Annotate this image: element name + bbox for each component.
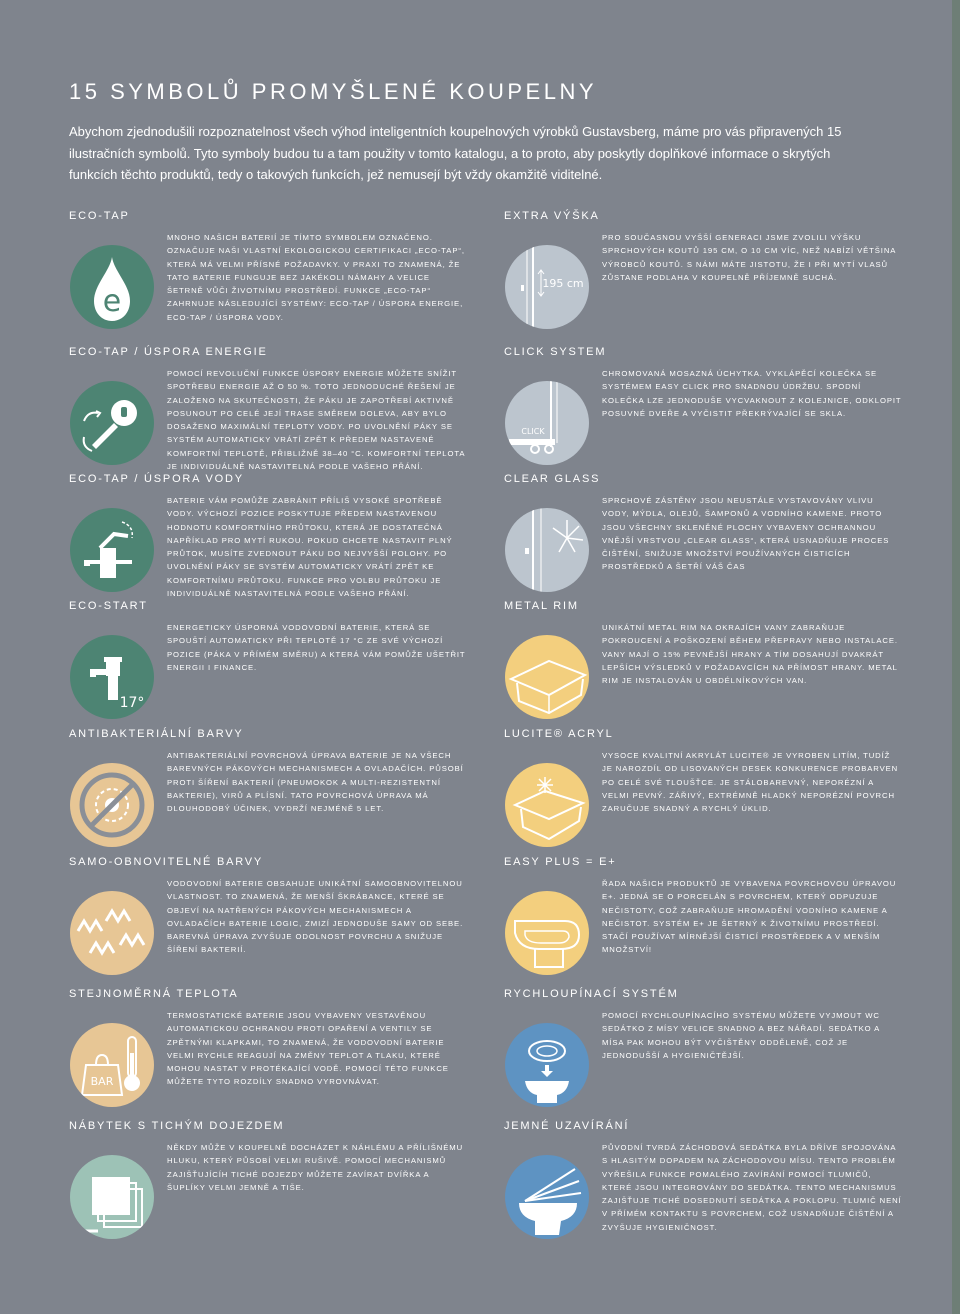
- faucet-temperature-icon: [70, 635, 154, 719]
- symbol-text: NĚKDY MŮŽE V KOUPELNĚ DOCHÁZET K NÁHLÉMU A PŘÍLIŠNÉMU HLUKU, KTERÝ PŮSOBÍ VELMI RUŠIVĚ. POMOCÍ MECHANISMŮ ZAJIŠŤUJÍCÍH TICHÉ DOJEZDY MŮŽETE ZAVÍRAT DVÍŘKA A ŠUPLÍKY VELMI JEMNĚ A TIŠE.: [167, 1143, 464, 1192]
- symbol-title: EASY PLUS = E+: [504, 856, 617, 868]
- shower-height-icon: [505, 245, 589, 329]
- symbol-text: BATERIE VÁM POMŮŽE ZABRÁNIT PŘÍLIŠ VYSOKÉ SPOTŘEBĚ VODY. VÝCHOZÍ POZICE POSKYTUJE PŘEDEM NASTAVENOU HODNOTU KOMFORTNÍHO PRŮTOKU, KTERÁ JE DOSTATEČNÁ NAPŘÍKLAD PRO MYTÍ RUKOU. POKUD CHCETE NASTAVIT PLNÝ PRŮTOK, MUSÍTE ZVEDNOUT PÁKU DO NEJVYŠŠÍ POLOHY. PO UVOLNĚNÍ PÁKY SE SYSTÉM AUTOMATICKY VRÁTÍ ZPĚT KE KOMFORTNÍMU PRŮTOKU. FUNKCE PRO VOLBU PRŮTOKU JE INDIVIDUÁLNĚ NASTAVITELNÁ PODLE VAŠEHO PŘÁNÍ.: [167, 496, 453, 599]
- symbol-text: SPRCHOVÉ ZÁSTĚNY JSOU NEUSTÁLE VYSTAVOVÁNY VLIVU VODY, MÝDLA, OLEJŮ, ŠAMPONŮ A VODNÍHO KAMENE. PROTO JSOU VŠECHNY SKLENĚNÉ PLOCHY VYBAVENY OCHRANNOU VNĚJŠÍ VRSTVOU „CLEAR GLASS“, KTERÁ USNADŇUJE PROCES ČIŠTĚNÍ, SNIŽUJE MNOŽSTVÍ POUŽÍVANÝCH ČISTICÍCH PROSTŘEDKŮ A ŠETŘÍ VÁŠ ČAS: [602, 496, 890, 572]
- intro-text: Abychom zjednodušili rozpoznatelnost všech výhod inteligentních koupelnových výrobků Gustavsberg, máme pro vás připravených 15 ilustračních symbolů. Tyto symboly budou tu a tam použity v tomto katalogu, a to proto, aby poskytly doplňkové informace o skrytých funkcích těchto produktů, tedy o takových funkcích, jež nemusejí být vždy okamžitě viditelné.: [69, 124, 842, 182]
- symbol-title: STEJNOMĚRNÁ TEPLOTA: [69, 988, 239, 1000]
- symbol-title: SAMO-OBNOVITELNÉ BARVY: [69, 856, 264, 868]
- symbol-text: VODOVODNÍ BATERIE OBSAHUJE UNIKÁTNÍ SAMOOBNOVITELNOU VLASTNOST. TO ZNAMENÁ, ŽE MENŠÍ ŠKRÁBANCE, KTERÉ SE OBJEVÍ NA NATŘENÝCH PÁKOVÝCH MECHANISMECH A OVLADAČÍCH BATERIE LOGIC, ZMIZÍ JEDNODUŠE SAMY OD SEBE. BAREVNÁ ÚPRAVA ZVYŠUJE ODOLNOST POVRCHU A SNIŽUJE ŠÍŘENÍ BAKTERIÍ.: [167, 879, 464, 955]
- glass-panel-sparkle-icon: [505, 508, 589, 592]
- bacteria-crossed-icon: [70, 763, 154, 847]
- sliding-door-wheel-icon: [505, 381, 589, 465]
- symbol-text: CHROMOVANÁ MOSAZNÁ ÚCHYTKA. VYKLÁPĚCÍ KOLEČKA SE SYSTÉMEM EASY CLICK PRO SNADNOU ÚDRŽBU. SPODNÍ KOLEČKA LZE JEDNODUŠE VYCVAKNOUT Z KOLEJNICE, ODKLOPIT POSUVNÉ DVEŘE A VYČISTIT PŘEKRÝVAJÍCÍ SE SKLA.: [602, 369, 902, 418]
- symbol-title: RYCHLOUPÍNACÍ SYSTÉM: [504, 988, 679, 1000]
- bathtub-rim-icon: [505, 635, 589, 719]
- symbol-title: LUCITE® ACRYL: [504, 728, 614, 740]
- symbol-text: ANTIBAKTERIÁLNÍ POVRCHOVÁ ÚPRAVA BATERIE JE NA VŠECH BAREVNÝCH PÁKOVÝCH MECHANISMECH A OVLADAČÍCH. PŮSOBÍ PROTI ŠÍŘENÍ BAKTERIÍ (PNEUMOKOK A MULTI-REZISTENTNÍ BAKTERIE), VIRŮ A PLÍSNÍ. TATO POVRCHOVÁ ÚPRAVA MÁ DLOUHODOBÝ ÚČINEK, VYDRŽÍ NEJMÉNĚ 5 LET.: [167, 751, 464, 814]
- symbol-text: VYSOCE KVALITNÍ AKRYLÁT LUCITE® JE VYROBEN LITÍM, TUDÍŽ JE NAROZDÍL OD LISOVANÝCH DESEK KONKURENCE PROBARVEN PO CELÉ SVÉ TLOUŠŤCE. JE STÁLOBAREVNÝ, NEPORÉZNÍ A VELMI PEVNÝ. ZÁŘIVÝ, EXTRÉMNĚ HLADKÝ NEPORÉZNÍ POVRCH ZARUČUJE SNADNÝ A RYCHLÝ ÚKLID.: [602, 751, 899, 814]
- symbol-text: POMOCÍ REVOLUČNÍ FUNKCE ÚSPORY ENERGIE MŮŽETE SNÍŽIT SPOTŘEBU ENERGIE AŽ O 50 %. TOTO JEDNODUCHÉ ŘEŠENÍ JE ZALOŽENO NA SKUTEČNOSTI, ŽE PÁKU JE ZAPOTŘEBÍ AKTIVNĚ POSUNOUT PO CELÉ JEJÍ TRASE SMĚREM DOLEVA, ABY BYLO DOSAŽENO MAXIMÁLNÍ TEPLOTY VODY. PO UVOLNĚNÍ PÁKY SE SYSTÉM AUTOMATICKY VRÁTÍ ZPĚT K PŘEDEM NASTAVENÉ KOMFORTNÍ TEPLOTĚ, PŘIBLIŽNĚ 38–40 °C. KOMFORTNÍ TEPLOTA JE INDIVIDUÁLNĚ NASTAVITELNÁ PODLE VAŠEHO PŘÁNÍ.: [167, 369, 465, 472]
- page-title: 15 SYMBOLŮ PROMYŠLENÉ KOUPELNY: [69, 79, 598, 104]
- svg-text:BAR: BAR: [90, 1075, 114, 1088]
- symbol-text: TERMOSTATICKÉ BATERIE JSOU VYBAVENY VESTAVĚNOU AUTOMATICKOU OCHRANOU PROTI OPAŘENÍ A VENTILY SE ZPĚTNÝMI KLAPKAMI, TO ZNAMENÁ, ŽE VODOVODNÍ BATERIE VELMI RYCHLE REAGUJÍ NA ZMĚNY TEPLOT A TLAKU, KTERÉ MOHOU NASTAT V PROTÉKAJÍCÍ VODĚ. POMOCÍ TÉTO FUNKCE MŮŽETE TYTO ROZDÍLY SNADNO VYROVNÁVAT.: [167, 1011, 449, 1087]
- svg-text:e: e: [102, 284, 122, 319]
- svg-text:17°: 17°: [119, 695, 145, 711]
- symbol-text: POMOCÍ RYCHLOUPÍNACÍHO SYSTÉMU MŮŽETE VYJMOUT WC SEDÁTKO Z MÍSY VELICE SNADNO A BEZ NÁŘADÍ. SEDÁTKO A MÍSA PAK MOHOU BÝT VYČIŠTĚNY ODDĚLENĚ, COŽ JE JEDNODUŠŠÍ A HYGIENIČTĚJŠÍ.: [602, 1011, 880, 1060]
- symbol-title: ANTIBAKTERIÁLNÍ BARVY: [69, 728, 244, 740]
- svg-text:195 cm: 195 cm: [542, 277, 584, 290]
- page-edge-strip: [952, 0, 960, 1314]
- toilet-seat-release-icon: [505, 1023, 589, 1107]
- symbol-text: UNIKÁTNÍ METAL RIM NA OKRAJÍCH VANY ZABRAŇUJE POKROUCENÍ A POŠKOZENÍ BĚHEM PŘEPRAVY NEBO INSTALACE. VANY MAJÍ O 15% PEVNĚJŠÍ HRANY A TÍM DOSAHUJÍ DVAKRÁT LEPŠÍCH VÝSLEDKŮ V POŽADAVCÍCH NA PŘÍMOST HRANY. METAL RIM JE INSTALOVÁN U OBDÉLNÍKOVÝCH VAN.: [602, 623, 898, 686]
- symbol-title: NÁBYTEK S TICHÝM DOJEZDEM: [69, 1120, 285, 1132]
- acrylic-tub-sparkle-icon: [505, 763, 589, 847]
- faucet-flow-icon: [70, 508, 154, 592]
- symbol-title: ECO-TAP / ÚSPORA ENERGIE: [69, 346, 268, 358]
- symbol-text: ŘADA NAŠICH PRODUKTŮ JE VYBAVENA POVRCHOVOU ÚPRAVOU E+. JEDNÁ SE O PORCELÁN S POVRCHEM, KTERÝ ODPUZUJE NEČISTOTY, COŽ ZABRAŇUJE HROMADĚNÍ VODNÍHO KAMENE A NEČISTOT. SYSTÉM E+ JE ŠETRNÝ K ŽIVOTNÍMU PROSTŘEDÍ. STAČÍ POUŽÍVAT MÍRNĚJŠÍ ČISTICÍ PROSTŘEDEK A V MENŠÍM MNOŽSTVÍ!: [602, 879, 897, 955]
- drawer-soft-close-icon: [70, 1155, 154, 1239]
- symbol-title: EXTRA VÝŠKA: [504, 210, 600, 222]
- symbol-title: ECO-START: [69, 600, 148, 612]
- svg-text:CLICK: CLICK: [521, 427, 545, 436]
- eco-tap-drop-icon: [70, 245, 154, 329]
- symbol-title: METAL RIM: [504, 600, 579, 612]
- symbol-title: CLEAR GLASS: [504, 473, 601, 485]
- symbol-title: ECO-TAP / ÚSPORA VODY: [69, 473, 244, 485]
- pressure-thermometer-icon: [70, 1023, 154, 1107]
- symbol-text: PŮVODNÍ TVRDÁ ZÁCHODOVÁ SEDÁTKA BYLA DŘÍVE SPOJOVÁNA S HLASITÝM DOPADEM NA ZÁCHODOVOU MÍSU. TENTO PROBLÉM VYŘEŠILA FUNKCE POMALÉHO ZAVÍRÁNÍ POMOCÍ TLUMIČŮ, KTERÉ JSOU INTEGROVÁNY DO SEDÁTKA. TENTO MECHANISMUS ZAJIŠŤUJE TICHÉ DOSEDNUTÍ SEDÁTKA A POKLOPU. TLUMIČ NENÍ V PŘÍMÉM KONTAKTU S POVRCHEM, COŽ USNADŇUJE ČIŠTĚNÍ A ZVYŠUJE HYGIENIČNOST.: [602, 1143, 902, 1232]
- symbol-title: ECO-TAP: [69, 210, 130, 222]
- symbol-text: PRO SOUČASNOU VYŠŠÍ GENERACI JSME ZVOLILI VÝŠKU SPRCHOVÝCH KOUTŮ 195 CM, O 10 CM VÍC, NEŽ NABÍZÍ VĚTŠINA VÝROBCŮ KOUTŮ. S NÁMI MÁTE JISTOTU, ŽE I PŘI MYTÍ VLASŮ ZŮSTANE PODLAHA V KOUPELNĚ PŘÍJEMNĚ SUCHÁ.: [602, 233, 896, 282]
- symbol-text: MNOHO NAŠICH BATERIÍ JE TÍMTO SYMBOLEM OZNAČENO. OZNAČUJE NAŠI VLASTNÍ EKOLOGICKOU CERTIFIKACI „ECO-TAP“, KTERÁ MÁ VELMI PŘÍSNÉ POŽADAVKY. V PRAXI TO ZNAMENÁ, ŽE TATO BATERIE FUNGUJE BEZ JAKÉKOLI NÁMAHY A VELICE ŠETRNĚ VŮČI ŽIVOTNÍMU PROSTŘEDÍ. FUNKCE „ECO-TAP“ ZAHRNUJE NÁSLEDUJÍCÍ SYSTÉMY: ECO-TAP / ÚSPORA ENERGIE, ECO-TAP / ÚSPORA VODY.: [167, 233, 465, 322]
- symbol-title: JEMNÉ UZAVÍRÁNÍ: [504, 1120, 630, 1132]
- symbol-text: ENERGETICKY ÚSPORNÁ VODOVODNÍ BATERIE, KTERÁ SE SPOUŠTÍ AUTOMATICKY PŘI TEPLOTĚ 17 °C ZE SVÉ VÝCHOZÍ POZICE (PÁKA V PŘÍMÉM SMĚRU) A KTERÁ VÁM POMŮŽE UŠETŘIT ENERGII I FINANCE.: [167, 623, 466, 672]
- scratch-repair-icon: [70, 891, 154, 975]
- toilet-bowl-clean-icon: [505, 891, 589, 975]
- toilet-lid-soft-close-icon: [505, 1155, 589, 1239]
- symbol-title: CLICK SYSTEM: [504, 346, 607, 358]
- faucet-lever-temperature-icon: [70, 381, 154, 465]
